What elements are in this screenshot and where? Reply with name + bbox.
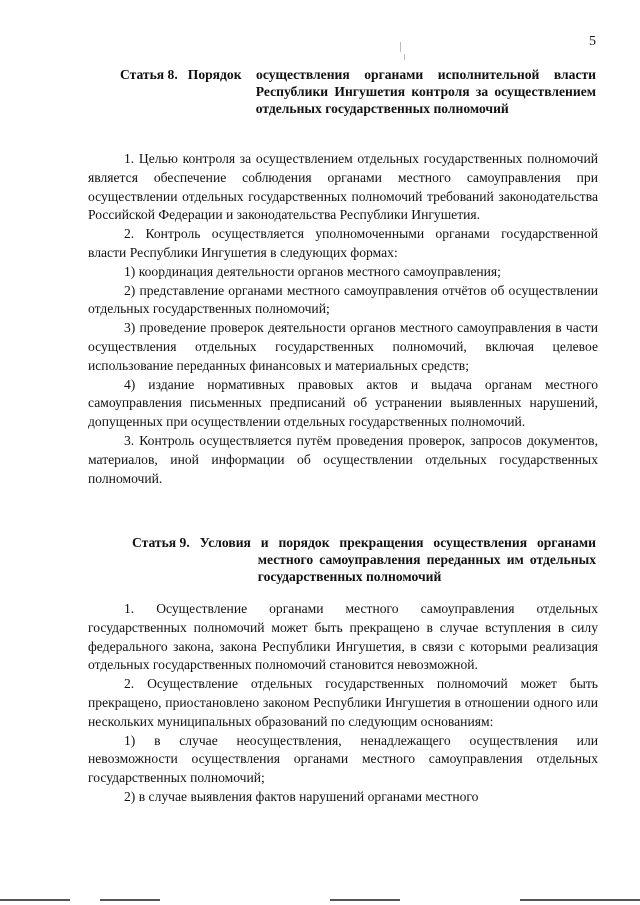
list-item: 3) проведение проверок деятельности органов местного самоуправления в части осуществления отдельных государственных полномочий, включая целевое использование переданных финансовых и материальных средств; [88,320,598,373]
article-8-body [88,150,598,488]
paragraph: 2. Контроль осуществляется уполномоченными органами государственной власти Республики Ингушетия в следующих формах: [88,226,598,260]
article-9-title: Условия и порядок прекращения осуществления органами местного самоуправления переданных им отдельных государственных полномочий [199,535,596,584]
scan-artifact [404,54,405,60]
paragraph: 1. Целью контроля за осуществлением отдельных государственных полномочий является обеспечение соблюдения органами местного самоуправления при осуществлении отдельных государственных полномочий требований законодательства Российской Федерации и законодательства Республики Ингушетия. [88,151,598,223]
scan-artifact [400,42,401,52]
page-number: 5 [589,34,596,49]
list-item: 1) в случае неосуществления, ненадлежащего осуществления или невозможности осуществления органами местного самоуправления отдельных государственных полномочий; [88,732,598,786]
article-9-heading [132,534,596,585]
paragraph: 1. Осуществление органами местного самоуправления отдельных государственных полномочий может быть прекращено в случае вступления в силу федерального закона, закона Республики Ингушетия, в связи с которыми реализация отдельных государственных полномочий становится невозможной. [88,601,598,673]
list-item: 2) представление органами местного самоуправления отчётов об осуществлении отдельных государственных полномочий; [88,282,598,317]
article-8-heading [120,66,596,117]
article-9-body [88,600,598,807]
paragraph: 2. Осуществление отдельных государственных полномочий может быть прекращено, приостановлено законом Республики Ингушетия в отношении одного или нескольких муниципальных образований по следующим основаниям: [88,676,598,729]
list-item: 1) координация деятельности органов местного самоуправления; [124,263,501,279]
list-item: 2) в случае выявления фактов нарушений органами местного [124,788,479,804]
article-9-label: Статья 9. [132,535,190,550]
list-item: 4) издание нормативных правовых актов и выдача органам местного самоуправления письменных предписаний об устранении выявленных нарушений, допущенных при осуществлении отдельных государственных полномочий. [88,376,598,430]
article-8-label: Статья 8. [120,67,178,82]
article-8-title: Порядок осуществления органами исполнительной власти Республики Ингушетия контроля за осуществлением отдельных государственных полномочий [187,67,596,116]
paragraph: 3. Контроль осуществляется путём проведения проверок, запросов документов, материалов, иной информации об осуществлении отдельных государственных полномочий. [88,432,598,486]
scan-bottom-edge [0,899,640,901]
